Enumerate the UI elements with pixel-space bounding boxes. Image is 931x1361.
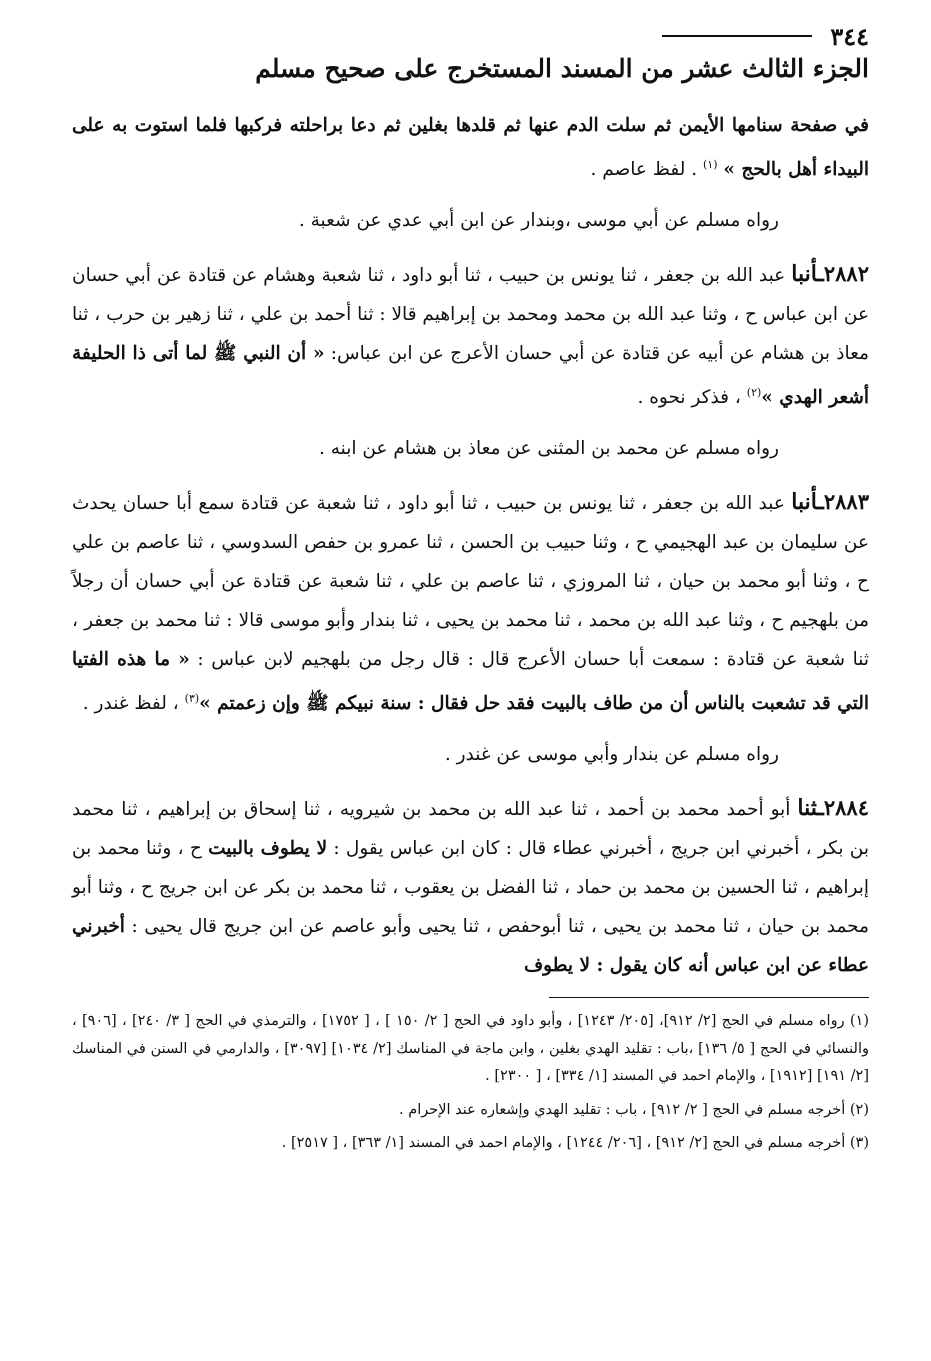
hadith-number: ٢٨٨٤	[823, 795, 869, 821]
matn-text: « ما هذه الفتيا التي قد تشعبت بالناس أن من طاف بالبيت فقد حل فقال : سنة نبيكم ﷺ وإن زعمتم »	[72, 649, 869, 715]
footnote-rule	[549, 997, 869, 998]
footnote-ref: (١)	[703, 158, 718, 171]
paragraph-tail: . لفظ عاصم .	[590, 159, 698, 181]
footnote-2: (٢) أخرجه مسلم في الحج [ ٢/ ٩١٢] ، باب : تقليد الهدي وإشعاره عند الإحرام .	[399, 1101, 869, 1118]
paragraph-tail: ، لفظ غندر .	[82, 693, 179, 715]
header-top	[72, 22, 869, 50]
isnad-text: عبد الله بن جعفر ، ثنا يونس بن حبيب ، ثنا أبو داود ، ثنا شعبة عن قتادة سمع أبا حسان يحدث عن سليمان بن عبد الهجيمي ح ، وثنا حبيب بن الحسن ، ثنا عمرو بن حفص السدوسي ، ثنا عاصم بن علي ح ، وثنا أبو محمد بن حيان ، ثنا المروزي ، ثنا عاصم بن علي ، ثنا شعبة عن قتادة عن أبي حسان أن رجلاً من بلهجيم ح ، وثنا عبد الله بن محمد ، ثنا محمد بن يحيى ، ثنا بندار وأبو موسى قالا : ثنا محمد بن جعفر ، ثنا شعبة عن قتادة : سمعت أبا حسان الأعرج قال : قال رجل من بلهجيم لابن عباس :	[72, 493, 869, 671]
isnad-text: أبو أحمد محمد بن أحمد ، ثنا عبد الله بن محمد بن شيرويه ، ثنا إسحاق بن إبراهيم ، ثنا محمد بن بكر ، أخبرني ابن جريج ، أخبرني عطاء قال : كان ابن عباس يقول :	[72, 799, 869, 860]
paragraph-tail: ، فذكر نحوه .	[637, 387, 741, 409]
page-header	[72, 22, 869, 86]
hadith-number: ٢٨٨٢	[823, 261, 869, 287]
footnotes	[72, 1008, 869, 1158]
page-number: ٣٤٤	[830, 21, 869, 51]
isnad-text: عبد الله بن جعفر ، ثنا يونس بن حبيب ، ثنا أبو داود ، ثنا شعبة وهشام عن قتادة عن أبي حسان عن ابن عباس ح ، وثنا عبد الله بن محمد ومحمد بن إبراهيم قالا : ثنا أحمد بن علي ، ثنا زهير بن حرب ، ثنا معاذ بن هشام عن أبيه عن قتادة عن أبي حسان الأعرج عن ابن عباس:	[72, 265, 869, 365]
footnote-1: (١) رواه مسلم في الحج [٢/ ٩١٢]، [٢٠٥/ ١٢٤٣] ، وأبو داود في الحج [ ٢/ ١٥٠ ] ، [ ١٧٥٢] ، والترمذي في الحج [ ٣/ ٢٤٠] ، [٩٠٦] ، والنسائي في الحج [ ٥/ ١٣٦] ،باب : تقليد الهدي بغلين ، وابن ماجة في المناسك [٢/ ١٠٣٤] [٣٠٩٧] ، والدارمي في السنن في المناسك [٢/ ١٩١] [١٩١٢] ، والإمام احمد في المسند [١/ ٣٣٤] ، [ ٢٣٠٠] .	[72, 1013, 870, 1085]
isnad-text: ح ، وثنا محمد بن إبراهيم ، ثنا الحسين بن محمد بن حماد ، ثنا الفضل بن يعقوب ، ثنا محمد بن بكر عن ابن جريج ح ، وثنا أبو محمد بن حيان ، ثنا محمد بن يحيى ، ثنا أبوحفص ، ثنا يحيى وأبو عاصم عن ابن جريج قال يحيى :	[72, 838, 870, 938]
footnote-3: (٣) أخرجه مسلم في الحج [٢/ ٩١٢] ، [٢٠٦/ ١٢٤٤] ، والإمام احمد في المسند [١/ ٣٦٣] ، [ ٢٥١٧] .	[281, 1135, 869, 1152]
narration-note: رواه مسلم عن محمد بن المثنى عن معاذ بن هشام عن ابنه .	[319, 438, 779, 460]
narration-note: رواه مسلم عن بندار وأبي موسى عن غندر .	[444, 744, 779, 766]
hadith-2883	[72, 482, 869, 723]
page-content	[72, 106, 869, 985]
hadith-number: ٢٨٨٣	[823, 489, 869, 515]
footnote-ref: (٢)	[746, 386, 762, 400]
hadith-2882	[72, 254, 869, 417]
narration-note: رواه مسلم عن أبي موسى ،وبندار عن ابن أبي عدي عن شعبة .	[298, 210, 779, 232]
hadith-keyword: ـأنبا	[791, 261, 824, 288]
matn-text: لا يطوف بالبيت	[208, 838, 328, 860]
footnote-ref: (٣)	[184, 692, 200, 706]
matn-text: « أن النبي ﷺ لما أتى ذا الحليفة أشعر الهدي »	[72, 343, 869, 409]
hadith-keyword: ـثنا	[797, 795, 824, 822]
hadith-keyword: ـأنبا	[791, 489, 824, 516]
header-rule	[662, 35, 812, 37]
hadith-2884	[72, 788, 869, 985]
running-title: الجزء الثالث عشر من المسند المستخرج على صحيح مسلم	[255, 54, 869, 83]
hadith-text: في صفحة سنامها الأيمن ثم سلت الدم عنها ثم قلدها بغلين ثم دعا براحلته فركبها فلما استوت به على البيداء أهل بالحج »	[72, 115, 869, 181]
matn-text: أخبرني عطاء عن ابن عباس أنه كان يقول : لا يطوف	[72, 916, 869, 977]
paragraph-continuation	[72, 106, 869, 189]
